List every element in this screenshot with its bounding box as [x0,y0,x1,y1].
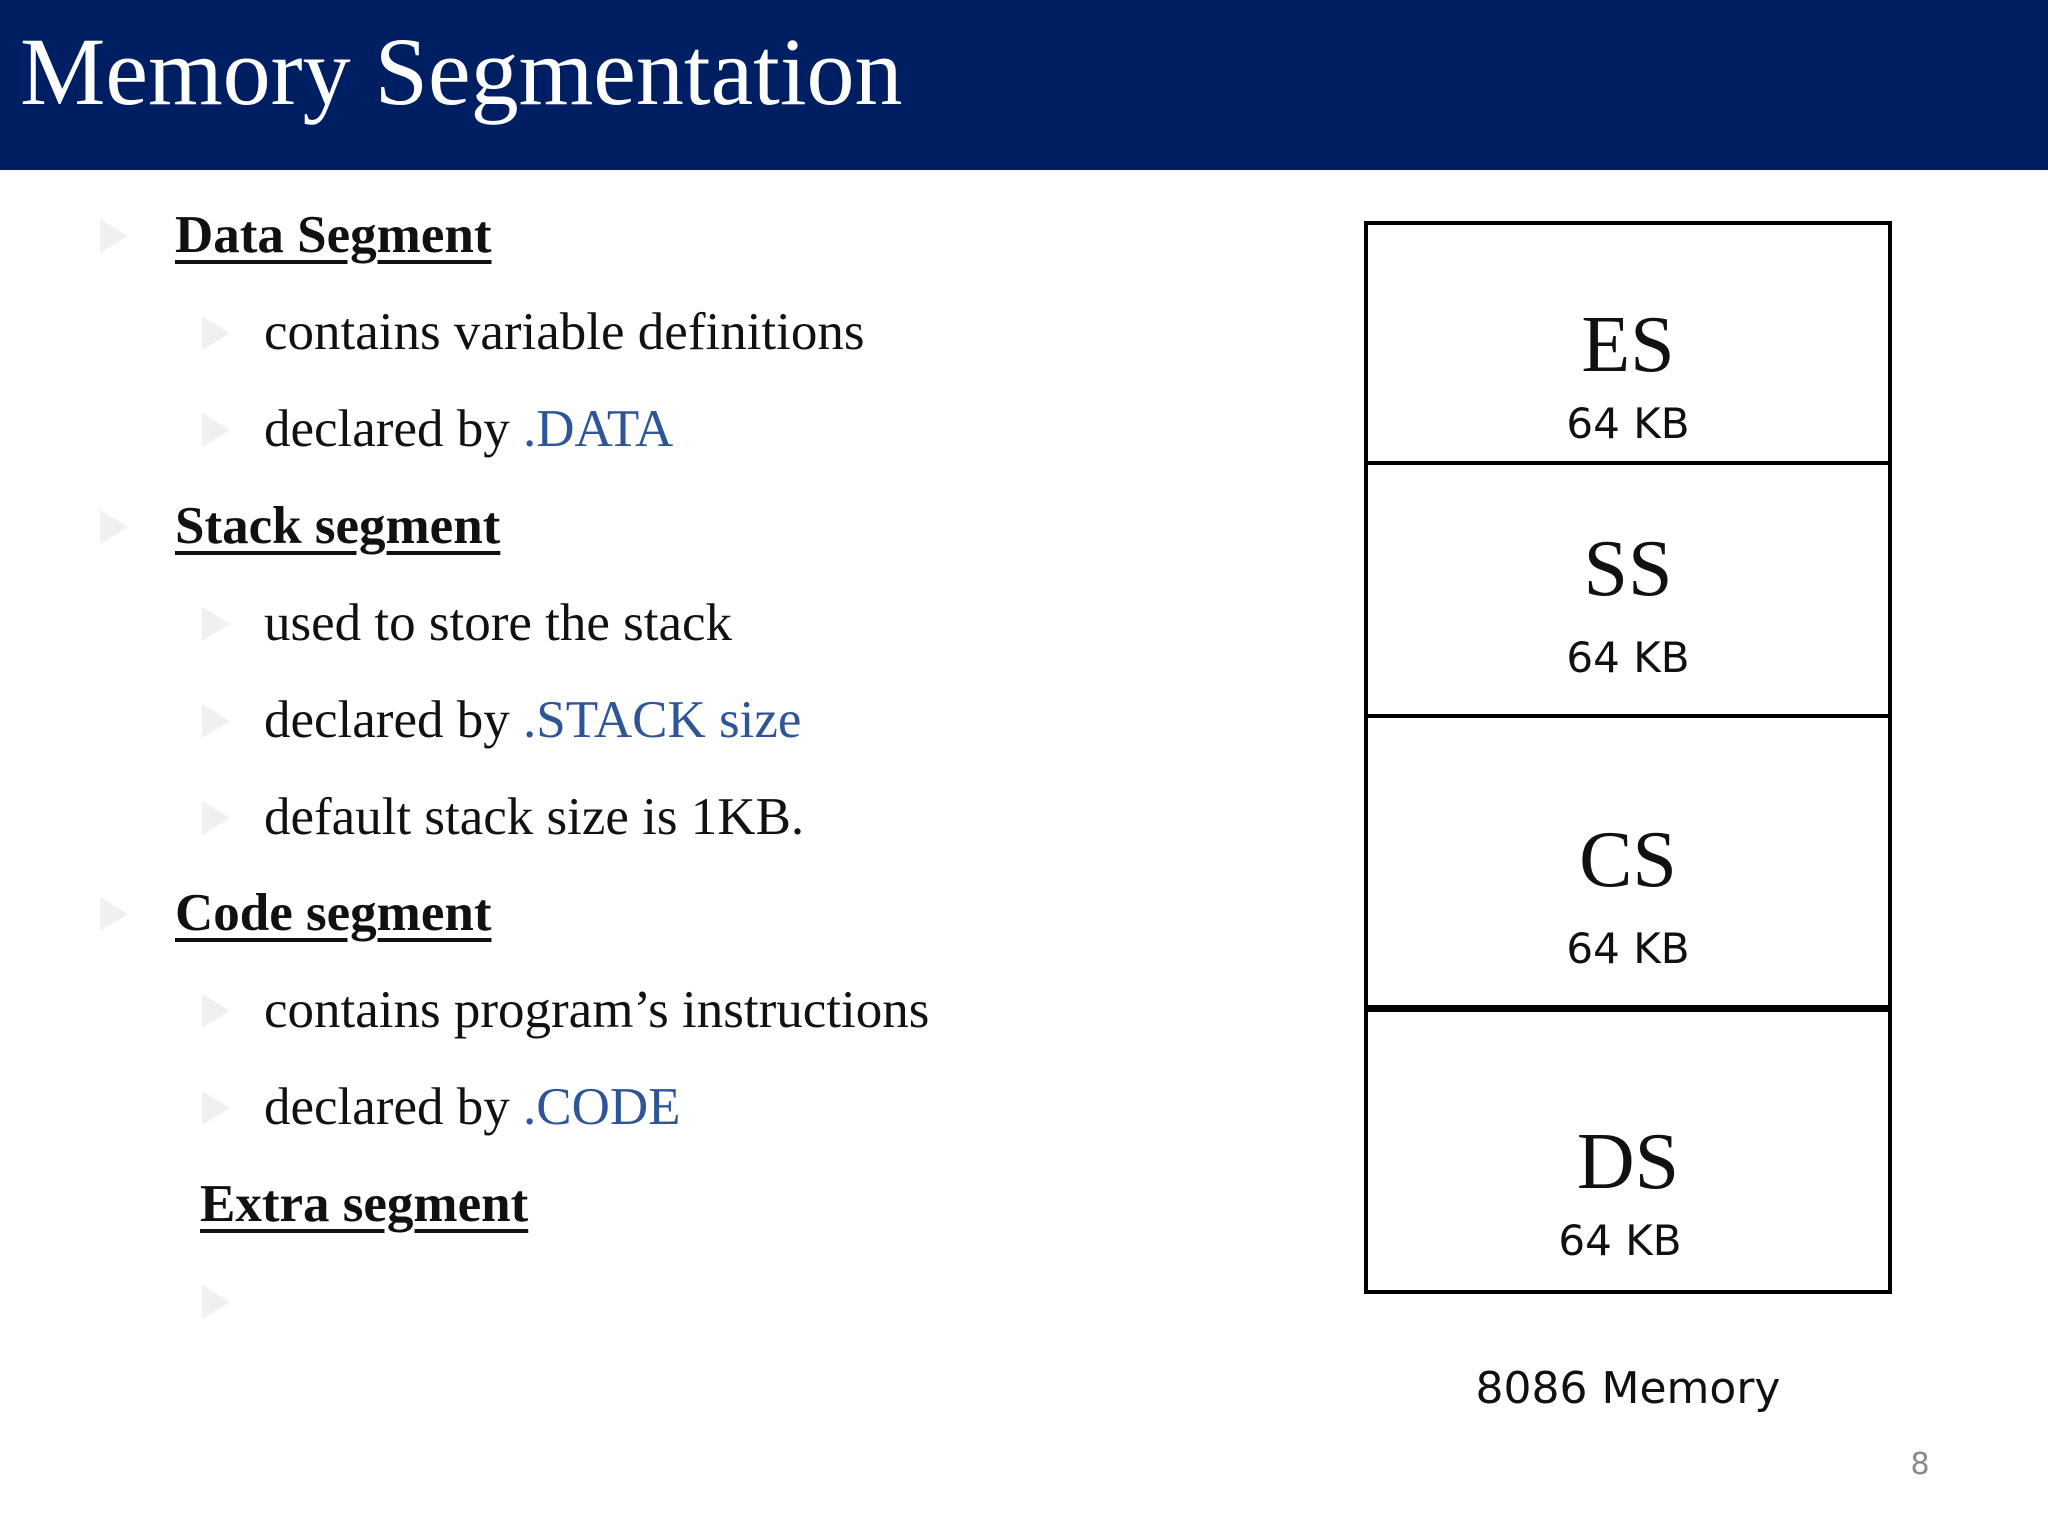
bullet-arrow-icon [202,994,230,1028]
bullet-text-prefix: declared by [264,1078,523,1136]
bullet-extra-segment [0,1167,1300,1247]
bullet-sub-item [0,683,1300,763]
bullet-text: contains program’s instructions [264,981,930,1039]
memory-segment-cs [1368,718,1888,1012]
bullet-arrow-icon [202,316,230,350]
bullet-text: default stack size is 1KB. [264,788,805,846]
bullet-arrow-icon [100,510,128,544]
segment-name: ES [1581,301,1675,389]
memory-segment-ds [1368,1012,1888,1290]
segment-size: 64 KB [1566,924,1690,973]
bullet-text-prefix: declared by [264,691,523,749]
bullet-arrow-icon [100,219,128,253]
segment-size: 64 KB [1566,633,1690,682]
bullet-arrow-icon [202,607,230,641]
memory-caption: 8086 Memory [1475,1363,1781,1414]
bullet-arrow-icon [202,413,230,447]
bullet-sub-item [0,1070,1300,1150]
memory-diagram [1364,221,1892,1294]
directive-keyword: .CODE [522,1078,681,1136]
bullet-arrow-icon [202,704,230,738]
bullet-empty-item [0,1264,1300,1344]
bullet-text [264,398,673,462]
segment-size: 64 KB [1558,1216,1682,1265]
directive-keyword: .DATA [522,400,674,458]
segment-name: DS [1576,1118,1680,1206]
bullet-text: contains variable definitions [264,303,865,361]
bullet-heading: Data Segment [175,206,492,264]
slide-title: Memory Segmentation [20,18,903,125]
bullet-arrow-icon [100,897,128,931]
bullet-sub-item [0,973,1300,1053]
memory-segment-es [1368,225,1888,465]
directive-keyword: .STACK size [522,691,802,749]
bullet-sub-item [0,586,1300,666]
bullet-text [264,1076,681,1140]
bullet-sub-item [0,392,1300,472]
bullet-arrow-icon [202,801,230,835]
bullet-stack-segment [0,489,1300,569]
bullet-heading: Stack segment [175,497,501,555]
bullet-code-segment [0,876,1300,956]
bullet-text: used to store the stack [264,594,733,652]
bullet-text-prefix: declared by [264,400,523,458]
bullet-arrow-icon [202,1091,230,1125]
segment-name: CS [1579,816,1677,904]
bullet-sub-item [0,780,1300,860]
bullet-data-segment [0,198,1300,278]
page-number: 8 [1910,1447,1930,1482]
bullet-heading: Code segment [175,884,492,942]
bullet-heading: Extra segment [200,1175,529,1233]
segment-name: SS [1583,525,1673,613]
bullet-sub-item [0,295,1300,375]
memory-segment-ss [1368,465,1888,718]
bullet-text [264,689,801,753]
bullet-arrow-icon [202,1285,230,1319]
segment-size: 64 KB [1566,399,1690,448]
